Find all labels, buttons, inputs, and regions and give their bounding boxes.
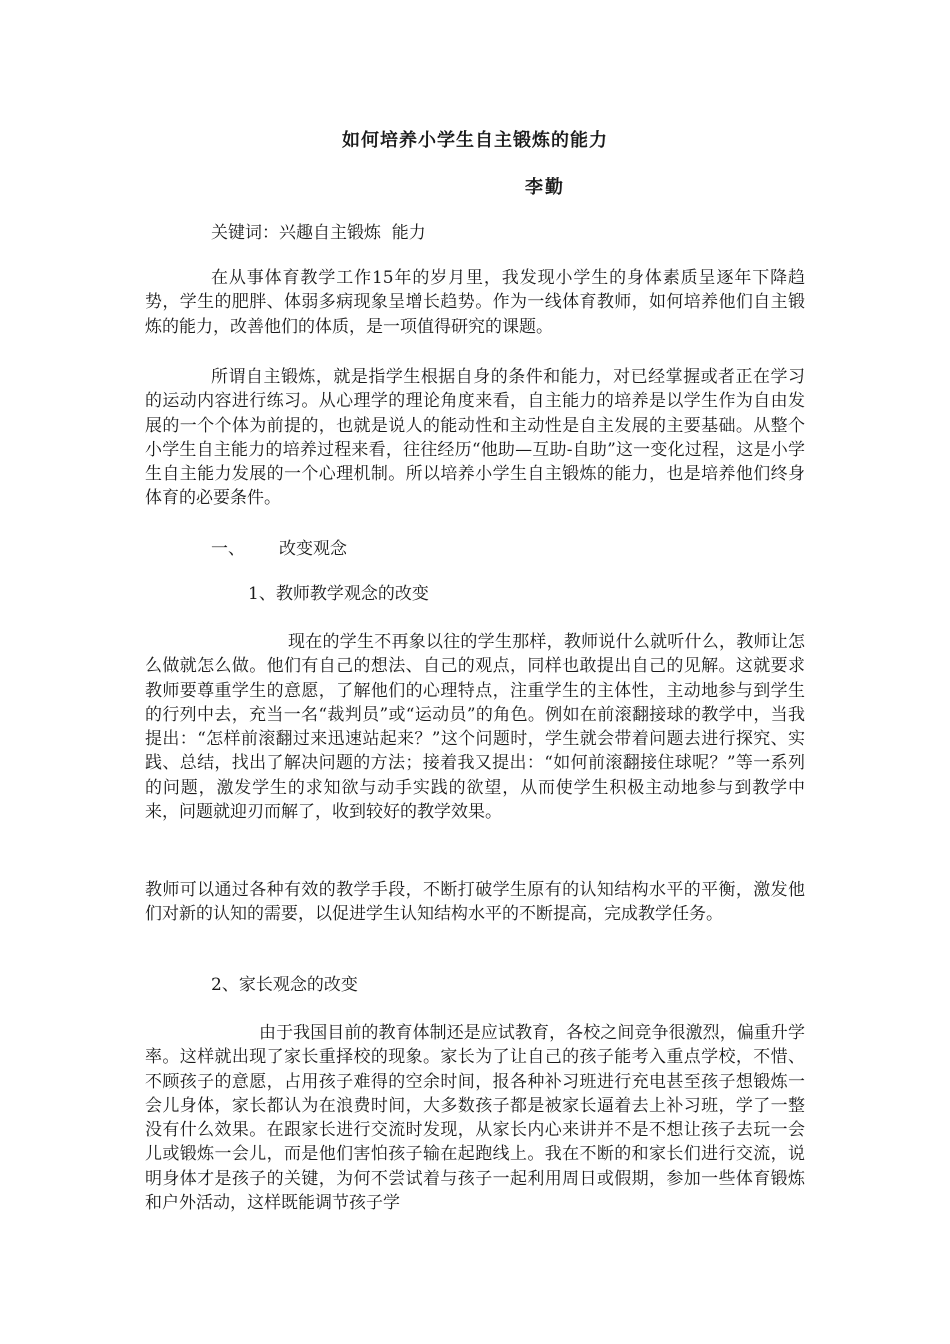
keywords-line: 关键词：兴趣自主锻炼 能力 xyxy=(211,223,426,243)
document-author: 李勤 xyxy=(525,177,565,198)
subsection-heading-2: 2、家长观念的改变 xyxy=(211,975,358,995)
intro-paragraph-2: 所谓自主锻炼，就是指学生根据自身的条件和能力，对已经掌握或者正在学习的运动内容进行练习。从心理学的理论角度来看，自主能力的培养是以学生作为自由发展的一个个体为前提的，也就是说人的能动性和主动性是自主发展的主要基础。从整个小学生自主能力的培养过程来看，往往经历“他助—互助-自助”这一变化过程，这是小学生自主能力发展的一个心理机制。所以培养小学生自主锻炼的能力，也是培养他们终身体育的必要条件。 xyxy=(145,367,805,509)
subsection-heading-1: 1、教师教学观念的改变 xyxy=(248,584,429,604)
subsection-2-paragraph: 由于我国目前的教育体制还是应试教育，各校之间竞争很激烈，偏重升学率。这样就出现了家长重择校的现象。家长为了让自己的孩子能考入重点学校，不惜、不顾孩子的意愿，占用孩子难得的空余时间，报各种补习班进行充电甚至孩子想锻炼一会儿身体，家长都认为在浪费时间，大多数孩子都是被家长逼着去上补习班，学了一整没有什么效果。在跟家长进行交流时发现，从家长内心来讲并不是不想让孩子去玩一会儿或锻炼一会儿，而是他们害怕孩子输在起跑线上。我在不断的和家长们进行交流，说明身体才是孩子的关键，为何不尝试着与孩子一起利用周日或假期，参加一些体育锻炼和户外活动，这样既能调节孩子学 xyxy=(145,1023,805,1214)
subsection-1-paragraph-2: 教师可以通过各种有效的教学手段，不断打破学生原有的认知结构水平的平衡，激发他们对新的认知的需要，以促进学生认知结构水平的不断提高，完成教学任务。 xyxy=(145,880,805,925)
document-title: 如何培养小学生自主锻炼的能力 xyxy=(342,130,608,151)
section-number: 一、 xyxy=(211,539,245,559)
section-heading: 改变观念 xyxy=(279,539,347,559)
intro-paragraph-1: 在从事体育教学工作15年的岁月里，我发现小学生的身体素质呈逐年下降趋势，学生的肥胖、体弱多病现象呈增长趋势。作为一线体育教师，如何培养他们自主锻炼的能力，改善他们的体质，是一项值得研究的课题。 xyxy=(145,268,805,337)
subsection-1-paragraph-1: 现在的学生不再象以往的学生那样，教师说什么就听什么，教师让怎么做就怎么做。他们有自己的想法、自己的观点，同样也敢提出自己的见解。这就要求教师要尊重学生的意愿，了解他们的心理特点，注重学生的主体性，主动地参与到学生的行列中去，充当一名“裁判员”或“运动员”的角色。例如在前滚翻接球的教学中，当我提出：“怎样前滚翻过来迅速站起来？”这个问题时，学生就会带着问题去进行探究、实践、总结，找出了解决问题的方法；接着我又提出：“如何前滚翻接住球呢？”等一系列的问题，激发学生的求知欲与动手实践的欲望，从而使学生积极主动地参与到教学中来，问题就迎刃而解了，收到较好的教学效果。 xyxy=(145,632,805,823)
